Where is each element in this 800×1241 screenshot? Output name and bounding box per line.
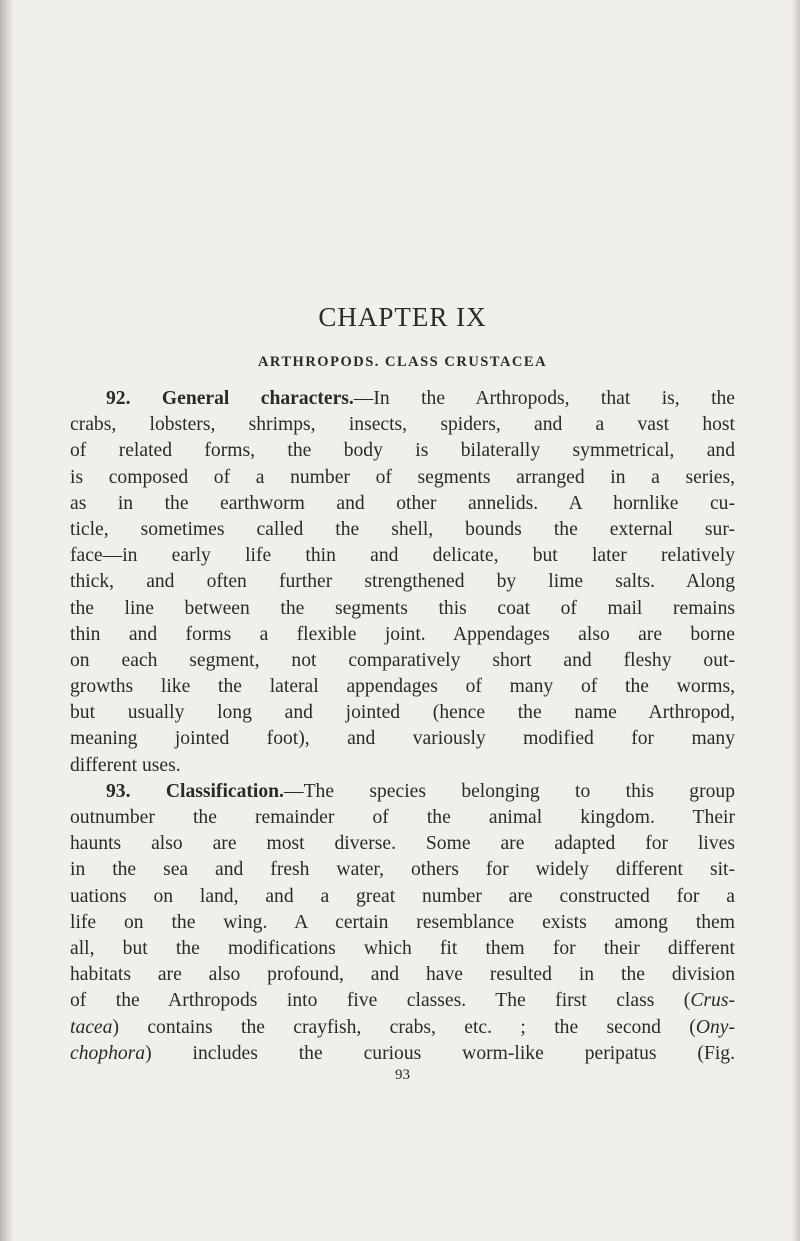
text-line: all, but the modifications which fit them for their different	[70, 937, 735, 959]
text-line: growths like the lateral appendages of many of the worms,	[70, 676, 735, 698]
page-edge-shadow-left	[0, 0, 14, 1241]
text-line: face—in early life thin and delicate, but later relatively	[70, 545, 735, 567]
text-line: tacea) contains the crayfish, crabs, etc. ; the second (Ony-	[70, 1016, 735, 1038]
text-line: different uses.	[70, 754, 181, 776]
text-line: uations on land, and a great number are constructed for a	[70, 885, 735, 907]
text-line: meaning jointed foot), and variously modified for many	[70, 728, 735, 750]
text-line: thin and forms a flexible joint. Appendages also are borne	[70, 623, 735, 645]
text-line: of the Arthropods into five classes. The first class (Crus-	[70, 990, 735, 1012]
text-line: of related forms, the body is bilaterally symmetrical, and	[70, 440, 735, 462]
text-line: but usually long and jointed (hence the name Arthropod,	[70, 702, 735, 724]
paragraph-label: 92. General characters.	[106, 388, 354, 409]
paragraph-general-characters	[70, 386, 735, 779]
text-line: as in the earthworm and other annelids. A hornlike cu-	[70, 492, 735, 514]
text-line: in the sea and fresh water, others for widely different sit-	[70, 859, 735, 881]
book-page	[70, 300, 735, 1085]
text-line: is composed of a number of segments arranged in a series,	[70, 466, 735, 488]
page-edge-shadow-right	[790, 0, 800, 1241]
text-line: the line between the segments this coat of mail remains	[70, 597, 735, 619]
text-line: crabs, lobsters, shrimps, insects, spiders, and a vast host	[70, 414, 735, 436]
text-line: ticle, sometimes called the shell, bounds the external sur-	[70, 518, 735, 540]
text-line: 92. General characters.—In the Arthropods, that is, the	[106, 388, 736, 409]
page-number: 93	[395, 1066, 410, 1083]
text-line: haunts also are most diverse. Some are adapted for lives	[70, 833, 735, 855]
text-line: outnumber the remainder of the animal kingdom. Their	[70, 807, 735, 828]
text-line: life on the wing. A certain resemblance exists among them	[70, 911, 735, 933]
paragraph-label: 93. Classification.	[106, 780, 284, 802]
text-line: habitats are also profound, and have resulted in the division	[70, 964, 735, 986]
paragraph-classification	[70, 779, 735, 1067]
chapter-title: CHAPTER IX	[318, 302, 487, 332]
text-line: thick, and often further strengthened by lime salts. Along	[70, 571, 735, 593]
text-line: 93. Classification.—The species belonging to this group	[106, 780, 736, 802]
section-heading: ARTHROPODS. CLASS CRUSTACEA	[257, 354, 548, 370]
text-line: on each segment, not comparatively short and fleshy out-	[70, 649, 735, 671]
text-line: chophora) includes the curious worm-like peripatus (Fig.	[70, 1042, 735, 1064]
